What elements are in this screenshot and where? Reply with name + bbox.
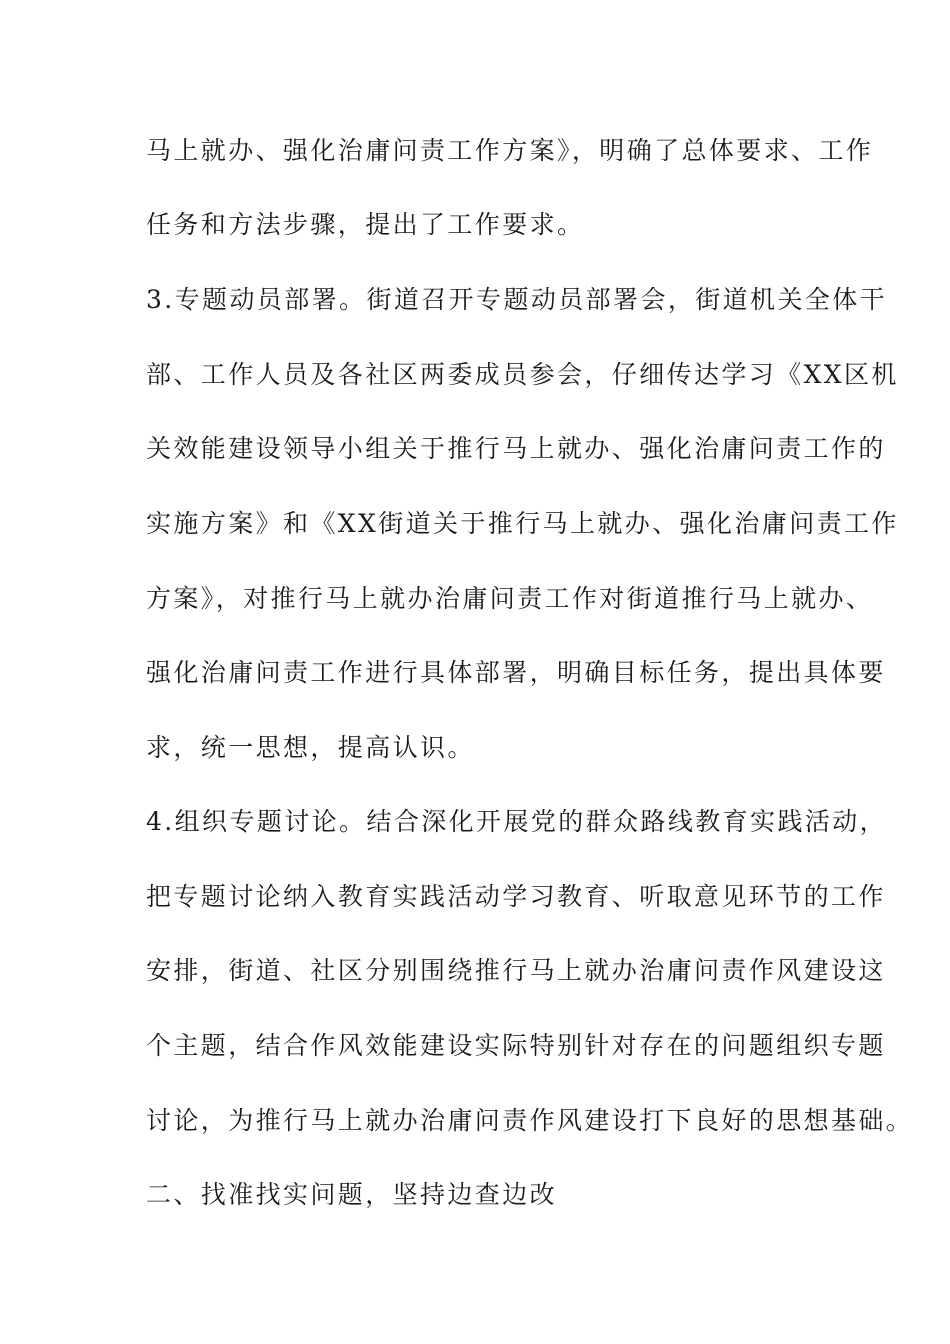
text-line: 方案》，对推行马上就办治庸问责工作对街道推行马上就办、 <box>146 584 874 613</box>
text-line: 求，统一思想，提高认识。 <box>146 733 475 762</box>
text-line: 马上就办、强化治庸问责工作方案》，明确了总体要求、工作 <box>146 136 874 165</box>
text-line: 部、工作人员及各社区两委成员参会，仔细传达学习《XX区机 <box>146 360 899 389</box>
text-line: 个主题，结合作风效能建设实际特别针对存在的问题组织专题 <box>146 1031 886 1060</box>
text-line: 3.专题动员部署。街道召开专题动员部署会，街道机关全体干 <box>146 285 888 314</box>
text-line: 实施方案》和《XX街道关于推行马上就办、强化治庸问责工作 <box>146 509 899 538</box>
text-line: 关效能建设领导小组关于推行马上就办、强化治庸问责工作的 <box>146 434 886 463</box>
section-heading: 二、找准找实问题，坚持边查边改 <box>146 1180 558 1209</box>
text-line: 把专题讨论纳入教育实践活动学习教育、听取意见环节的工作 <box>146 882 886 911</box>
text-line: 4.组织专题讨论。结合深化开展党的群众路线教育实践活动， <box>146 807 888 836</box>
text-line: 安排，街道、社区分别围绕推行马上就办治庸问责作风建设这 <box>146 956 886 985</box>
text-line: 强化治庸问责工作进行具体部署，明确目标任务，提出具体要 <box>146 658 886 687</box>
text-line: 讨论，为推行马上就办治庸问责作风建设打下良好的思想基础。 <box>146 1106 914 1135</box>
text-line: 任务和方法步骤，提出了工作要求。 <box>146 210 585 239</box>
